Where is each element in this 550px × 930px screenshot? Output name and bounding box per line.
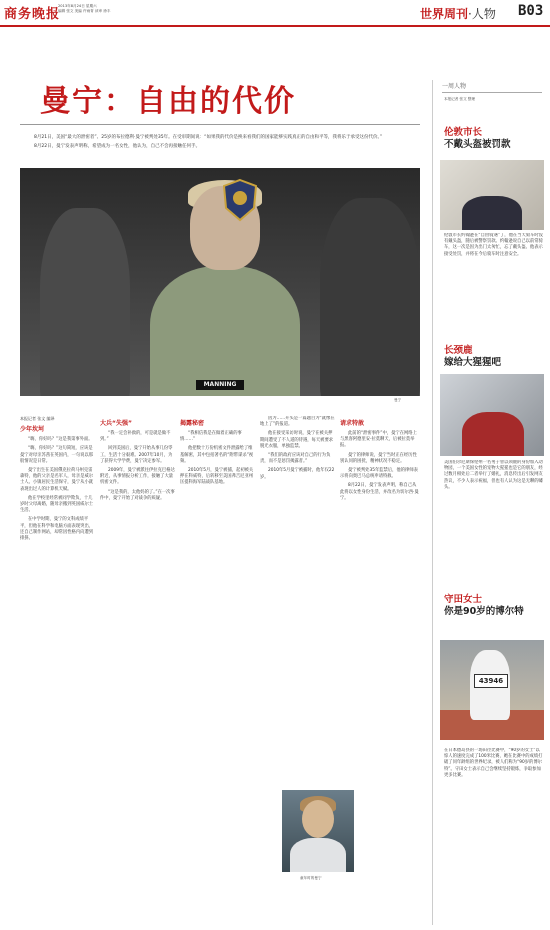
sidebar-story-text: 美国伯尔尼斯保伦州一名男子曾以颈鹿的身份加入动物园，一个美国女性的宠物大猩猩也是它的朋友，经过数月相处后二者举行了婚礼，消息传出后引发网友热议，不少人表示祝福，但也有人认为这是无聊的噱头。	[444, 460, 543, 490]
body-paragraph: 曼宁出生在美国俄克拉荷马州克雷森特，他的父亲是名军人，母亲是威尔士人。小镇居民生活保守，曼宁从小就表现出过人的计算机天赋。	[20, 468, 94, 492]
photo-bg-figure	[40, 208, 130, 396]
sidebar-photo	[440, 160, 544, 230]
article-title: 曼宁：自由的代价	[40, 84, 296, 119]
childhood-photo-caption: 童年时的曼宁	[300, 876, 322, 880]
section-title	[420, 5, 496, 22]
article-column-3	[180, 416, 256, 921]
body-paragraph: 此前的“泄密事件”中，曼宁在网络上与黑客阿德里安·拉莫聊天，后被拉莫举报。	[340, 431, 417, 449]
main-photo	[20, 168, 420, 396]
body-paragraph: 曼宁被判处35年监禁后，他的律师表示将向奥巴马总统申请特赦。	[340, 468, 418, 480]
body-paragraph: 回到美国后，曼宁开始从事几份零工，生活十分艰难。2007年10月，为了获得大学学费，曼宁决定参军。	[100, 446, 173, 464]
story-title-line: 守田女士	[444, 594, 483, 605]
name-tag: MANNING	[196, 380, 244, 390]
childhood-photo	[282, 790, 354, 872]
lead-paragraph: 8月22日，曼宁发表声明称，希望成为一名女性，他认为，自己不会再接触任何手。	[34, 144, 201, 149]
section-heading: 少年坎坷	[20, 426, 45, 434]
body-paragraph: 在中学时期，曼宁的文科成绩平平，但他在科学和电脑方面表现突出，还自己制作网站，却常因性格内向遭到排挤。	[20, 517, 94, 542]
kid-face	[302, 800, 334, 838]
header-rule	[0, 25, 550, 27]
sidebar-tag: 一周人物	[442, 83, 467, 90]
article-lead	[34, 134, 414, 150]
story-title-line: 你是90岁的博尔特	[444, 606, 524, 617]
photo-figure-body	[462, 196, 522, 230]
masthead: 商务晚报	[4, 7, 61, 22]
military-badge-icon	[220, 178, 260, 222]
body-paragraph: “这是我的，太他妈的了。”在一次事件中，曼宁开始了对战争的质疑。	[100, 489, 175, 501]
body-paragraph: 曼宁的律师说，曼宁当时正在经历性别认同的困扰，精神状况不稳定。	[340, 452, 417, 464]
column-divider	[432, 80, 433, 925]
story-title-line: 不戴头盔被罚款	[444, 139, 511, 150]
photo-figure-body	[462, 412, 524, 456]
section-subname: ·人物	[468, 7, 496, 21]
story-title-line: 伦敦市长	[444, 127, 483, 138]
kid-shirt	[290, 838, 346, 872]
page-number: B03	[518, 3, 544, 19]
body-paragraph: 他在接受采访时说，曼宁在被关押期间遭受了不人道的待遇，每天被要求脱光衣服，单独监禁。	[260, 431, 334, 449]
sidebar-story-title	[444, 594, 544, 618]
lead-paragraph: 8月21日，美国“最大的泄密者”、25岁的布拉德利·曼宁被判处35年。在受审期间说：“如果我的代价是换来看我们的国家能够实践真正的自由和平等，我将乐于承受这份代价。”	[34, 135, 383, 140]
body-paragraph: 2010年5月，曼宁被捕，起初被关押在科威特，后转移至美国弗吉尼亚州匡提科海军陆战队基地。	[180, 468, 254, 486]
sidebar-rule	[442, 92, 542, 93]
sidebar-photo	[440, 374, 544, 456]
body-paragraph: “我们的政府应该对自己的行为负责，而不是惩罚揭露者。”	[260, 453, 331, 465]
sidebar-byline: 本报记者 张文 整理	[444, 97, 476, 101]
article-byline: 本报记者 张文 编译	[20, 416, 55, 421]
body-paragraph: 2010年5月曼宁被捕时，他年仅22岁。	[260, 468, 335, 480]
article-column-5	[340, 416, 420, 786]
body-paragraph: “嗨，你好吗？”这是我第事外面。	[28, 437, 93, 443]
body-paragraph: “我一定会补救的，可是就是做不到。”	[100, 431, 171, 443]
sidebar-story-text: 在日本德岛县的一场田径比赛中，“90岁的女士”以惊人的速度完成了100米比赛，她在比赛中的成绩打破了同年龄组的世界纪录，被人们称为“90岁的博尔特”。守田女士表示自己会继续坚持锻炼，争取参加更多比赛。	[444, 748, 543, 778]
issue-meta	[58, 4, 110, 15]
body-paragraph: 他在学校里经常被同学欺负，十几岁时父母离婚，随母亲搬到英国威尔士生活。	[20, 495, 94, 514]
photo-caption: 曼宁	[394, 398, 402, 402]
article-column-4	[260, 416, 336, 786]
story-title-line: 长颈鹿	[444, 345, 473, 356]
body-paragraph: 8月22日，曼宁发表声明，称自己从此将以女性身份生活，并改名为切尔西·曼宁。	[340, 483, 419, 501]
photo-uniform	[150, 266, 300, 396]
body-paragraph: 因为……开头是一篇题目为“就像在地上了”的报道。	[260, 416, 335, 428]
body-paragraph: 他把数十万份机密文件泄露给了维基解密，其中包括著名的“附带谋杀”视频。	[180, 446, 254, 464]
body-paragraph: “嗨，你好吗？”这句简短，应该是曼宁对母亲苏茜在英国内，一句说以那般情况是日常。	[20, 446, 94, 464]
body-paragraph: “我相信我是在做着正确的事情……”	[180, 431, 242, 443]
story-title-line: 嫁给大猩猩吧	[444, 357, 502, 368]
section-heading: 请求特赦	[340, 420, 365, 427]
photo-bg-figure	[320, 198, 420, 396]
sidebar-story-title	[444, 127, 544, 151]
section-heading: 揭露秘密	[180, 420, 205, 427]
sidebar-photo	[440, 640, 544, 740]
section-name: 世界周刊	[420, 7, 469, 21]
race-bib: 43946	[474, 674, 508, 688]
article-column-1	[20, 416, 96, 921]
section-heading: 大兵“失强”	[100, 420, 132, 427]
body-paragraph: 2009年，曼宁被派往伊拉克巴格达附近，从事情报分析工作，接触了大量机密文件。	[100, 468, 175, 486]
issue-staff: 编辑 张文 美编 许雨青 读审 徐丰	[58, 9, 111, 14]
sidebar-story-text: 伦敦市长约翰逊在“自由骑遇”了，他在当天骑车时没有戴头盔，随后被警察罚款。约翰逊说自己以前常骑车，这一次是因为出门太匆忙，忘了戴头盔。他表示接受处罚，并将在今后骑车时注意安全。	[444, 233, 543, 257]
issue-date: 2013年8月24日 星期六	[58, 4, 97, 8]
sidebar-story-title	[444, 345, 544, 369]
title-rule	[20, 124, 420, 125]
article-column-2	[100, 416, 176, 921]
